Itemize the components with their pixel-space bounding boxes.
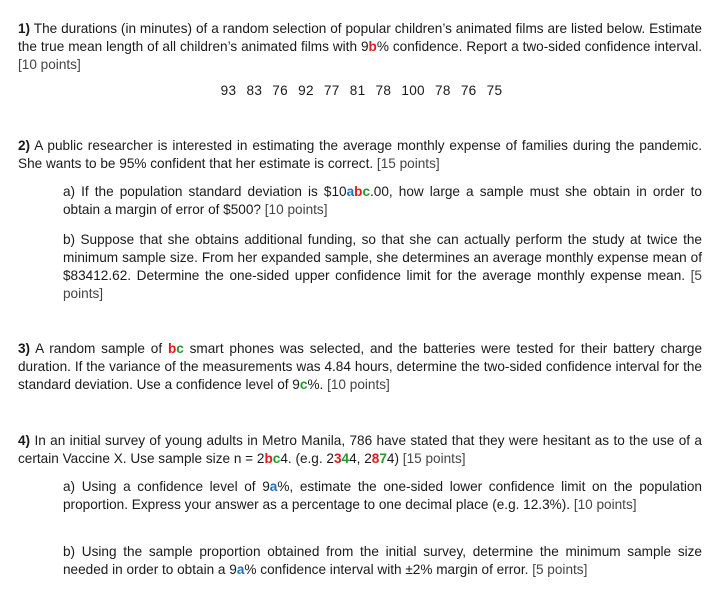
data-value: 93 xyxy=(220,83,237,98)
points-label: [15 points] xyxy=(402,451,466,466)
question-text-2: smart phones was selected, and the batteries were tested for their battery charge duration. If the variance of the measurements was 4.84 hours, determine the two-sided confidence interval for the standard deviation. Use a confidence level of 9 xyxy=(18,341,703,392)
variable-b: b xyxy=(368,39,377,54)
data-value: 81 xyxy=(349,83,366,98)
variable-b: b xyxy=(167,341,177,356)
variable-b: b xyxy=(354,184,363,199)
question-text-2: % confidence. Report a two-sided confidence interval. xyxy=(376,39,702,54)
data-value: 75 xyxy=(486,83,503,98)
question-text-3: %. xyxy=(307,377,324,392)
question-2b xyxy=(63,231,702,303)
question-number: 2) xyxy=(18,138,31,153)
question-number: 1) xyxy=(18,21,31,36)
variable-c: c xyxy=(362,184,371,199)
variable-a: a xyxy=(269,479,278,494)
subquestion-text: b) Using the sample proportion obtained from the initial survey, determine the minimum sample size needed in order to obtain a 9 xyxy=(63,544,702,577)
question-number: 3) xyxy=(18,341,31,356)
question-4a xyxy=(63,478,702,514)
question-text-2: 4. (e.g. 2 xyxy=(280,451,334,466)
points-label: [10 points] xyxy=(327,377,390,392)
subquestion-text: a) If the population standard deviation is $10 xyxy=(63,184,347,199)
data-value: 77 xyxy=(323,83,340,98)
data-value: 76 xyxy=(460,83,477,98)
points-label: [10 points] xyxy=(18,57,81,72)
variable-b: b xyxy=(264,451,273,466)
question-text-4: 4) xyxy=(386,451,400,466)
example-b: 3 xyxy=(333,451,342,466)
variable-c: c xyxy=(272,451,281,466)
points-label: [10 points] xyxy=(573,497,637,512)
example-b: 8 xyxy=(371,451,380,466)
question-text-3: 4, 2 xyxy=(349,451,372,466)
question-2a xyxy=(63,183,702,219)
question-text: The durations (in minutes) of a random selection of popular children’s animated films are listed below. Estimate the true mean length of all children’s animated films with 9 xyxy=(18,21,702,54)
subquestion-text: b) Suppose that she obtains additional funding, so that she can actually perform the study at twice the minimum sample size. From her expanded sample, she determines an average monthly expense mean of $83412.62. Determine the one-sided upper confidence limit for the average monthly expense mean. xyxy=(63,232,702,283)
data-value: 76 xyxy=(272,83,288,98)
points-label: [5 points] xyxy=(532,562,588,577)
subquestion-text: a) Using a confidence level of 9 xyxy=(63,479,270,494)
question-3 xyxy=(18,340,702,394)
question-text: A public researcher is interested in estimating the average monthly expense of families during the pandemic. She wants to be 95% confident that her estimate is correct. xyxy=(18,138,702,171)
question-4 xyxy=(18,432,702,468)
data-value: 100 xyxy=(401,83,425,98)
subquestion-text-2: % confidence interval with ±2% margin of error. xyxy=(244,562,529,577)
data-value: 83 xyxy=(246,83,263,98)
subquestion-text-2: %, estimate the one-sided lower confidence limit on the population proportion. Express your answer as a percentage to one decimal place (e.g. 12.3%). xyxy=(63,479,702,512)
duration-data-row xyxy=(0,82,723,100)
question-text: A random sample of xyxy=(35,341,163,356)
variable-a: a xyxy=(346,184,355,199)
question-4b xyxy=(63,543,702,579)
variable-a: a xyxy=(236,562,245,577)
points-label: [5 points] xyxy=(63,268,702,301)
question-number: 4) xyxy=(18,433,31,448)
question-1 xyxy=(18,20,702,74)
points-label: [15 points] xyxy=(376,156,440,171)
data-value: 78 xyxy=(375,83,392,98)
data-value: 78 xyxy=(435,83,451,98)
example-c: 7 xyxy=(379,451,387,466)
variable-c: c xyxy=(299,377,308,392)
data-value: 92 xyxy=(298,83,314,98)
question-2 xyxy=(18,137,702,173)
variable-c: c xyxy=(176,341,184,356)
question-text: In an initial survey of young adults in Metro Manila, 786 have stated that they were hesitant as to the use of a certain Vaccine X. Use sample size n = 2 xyxy=(18,433,702,466)
example-c: 4 xyxy=(341,451,350,466)
subquestion-text-2: .00, how large a sample must she obtain in order to obtain a margin of error of $500? xyxy=(63,184,702,217)
points-label: [10 points] xyxy=(264,202,328,217)
